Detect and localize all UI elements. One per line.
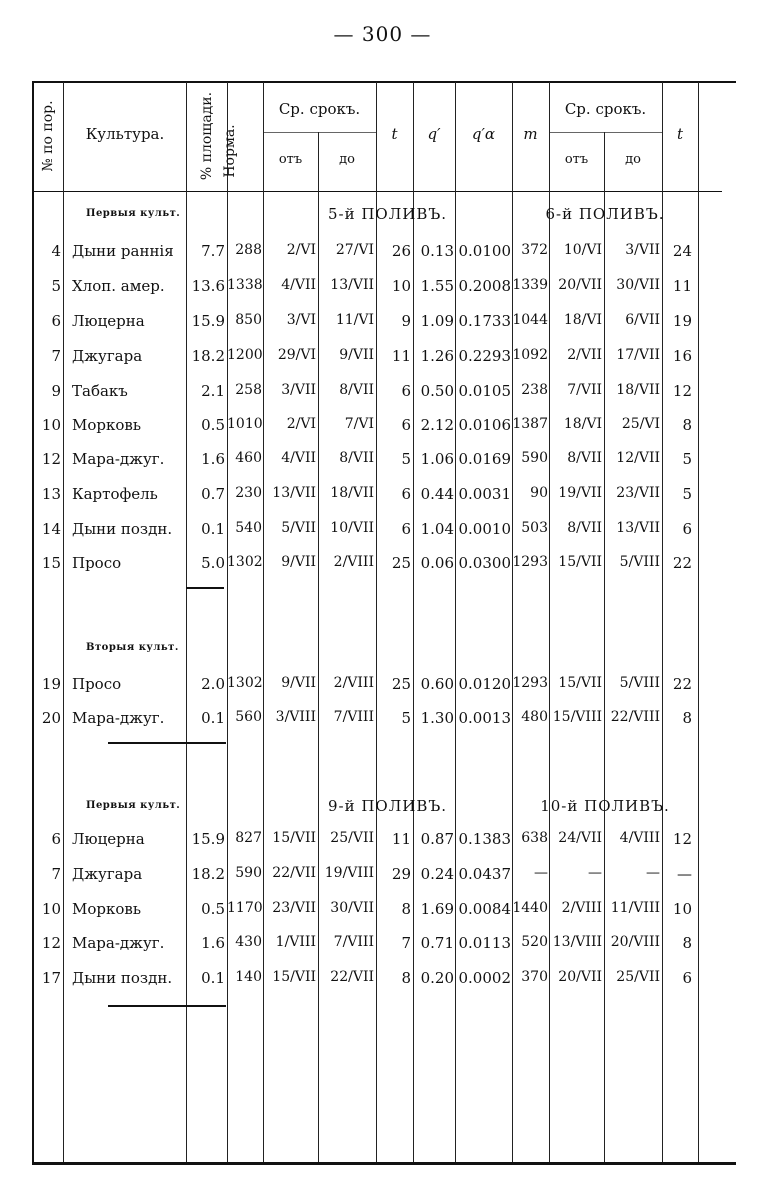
cell-do2: 20/VIII bbox=[610, 934, 660, 950]
cell-do2: 3/VII bbox=[625, 242, 660, 258]
cell-no: 10 bbox=[41, 900, 61, 918]
cell-t: 6 bbox=[401, 520, 411, 538]
col-line bbox=[63, 82, 64, 1162]
header-ot: отъ bbox=[278, 152, 303, 167]
cell-name: Мара-джуг. bbox=[72, 450, 165, 468]
cell-norm: 590 bbox=[235, 865, 262, 881]
cell-do: 27/VI bbox=[335, 242, 374, 258]
cell-ot: 23/VII bbox=[272, 900, 316, 916]
cell-m: 590 bbox=[521, 450, 548, 466]
cell-t: 11 bbox=[391, 347, 411, 365]
cell-no: 12 bbox=[41, 450, 61, 468]
cell-ot: 29/VI bbox=[277, 347, 316, 363]
cell-t: 6 bbox=[401, 382, 411, 400]
cell-ot: 4/VII bbox=[281, 277, 316, 293]
cell-qa: 0.0002 bbox=[458, 969, 511, 987]
header-sr-srok: Ср. срокъ. bbox=[278, 100, 361, 118]
cell-area: 15.9 bbox=[191, 830, 225, 848]
cell-norm: 430 bbox=[235, 934, 262, 950]
cell-t2: — bbox=[677, 865, 692, 883]
cell-q: 1.69 bbox=[420, 900, 454, 918]
header-area: % площади. bbox=[199, 91, 215, 181]
cell-m: 1440 bbox=[512, 900, 548, 916]
table-top-rule bbox=[32, 81, 736, 83]
cell-ot: 13/VII bbox=[272, 485, 316, 501]
cell-no: 10 bbox=[41, 416, 61, 434]
cell-ot2: 10/VI bbox=[563, 242, 602, 258]
cell-q: 1.09 bbox=[420, 312, 454, 330]
cell-ot: 3/VII bbox=[281, 382, 316, 398]
cell-no: 7 bbox=[51, 347, 61, 365]
cell-name: Люцерна bbox=[72, 312, 145, 330]
cell-t: 9 bbox=[401, 312, 411, 330]
cell-t: 6 bbox=[401, 485, 411, 503]
cell-ot: 4/VII bbox=[281, 450, 316, 466]
cell-area: 7.7 bbox=[201, 242, 225, 260]
cell-qa: 0.0084 bbox=[458, 900, 511, 918]
cell-ot: 1/VIII bbox=[275, 934, 316, 950]
header-culture: Культура. bbox=[85, 125, 165, 143]
cell-t: 26 bbox=[391, 242, 411, 260]
cell-do: 7/VI bbox=[344, 416, 374, 432]
cell-m: 1387 bbox=[512, 416, 548, 432]
cell-area: 0.1 bbox=[201, 709, 225, 727]
cell-do2: 25/VI bbox=[621, 416, 660, 432]
section-end-rule bbox=[108, 742, 226, 744]
cell-norm: 1010 bbox=[227, 416, 263, 432]
cell-do: 2/VIII bbox=[333, 554, 374, 570]
cell-ot2: 24/VII bbox=[558, 830, 602, 846]
cell-qa: 0.0031 bbox=[458, 485, 511, 503]
cell-do2: 23/VII bbox=[616, 485, 660, 501]
cell-m: 370 bbox=[521, 969, 548, 985]
cell-t: 11 bbox=[391, 830, 411, 848]
cell-do: 19/VIII bbox=[324, 865, 374, 881]
cell-area: 0.1 bbox=[201, 520, 225, 538]
cell-norm: 1338 bbox=[227, 277, 263, 293]
cell-ot2: 15/VII bbox=[558, 675, 602, 691]
cell-name: Дыни поздн. bbox=[72, 520, 173, 538]
cell-do: 30/VII bbox=[330, 900, 374, 916]
cell-norm: 540 bbox=[235, 520, 262, 536]
cell-no: 14 bbox=[41, 520, 61, 538]
cell-t2: 5 bbox=[682, 450, 692, 468]
cell-ot: 3/VI bbox=[286, 312, 316, 328]
cell-t: 7 bbox=[401, 934, 411, 952]
page-number: — 300 — bbox=[333, 22, 432, 46]
cell-ot2: 19/VII bbox=[558, 485, 602, 501]
cell-ot: 3/VIII bbox=[275, 709, 316, 725]
cell-norm: 288 bbox=[235, 242, 262, 258]
cell-area: 1.6 bbox=[201, 934, 225, 952]
cell-name: Дыни раннія bbox=[72, 242, 174, 260]
cell-q: 0.20 bbox=[420, 969, 454, 987]
cell-area: 0.5 bbox=[201, 900, 225, 918]
section-end-rule bbox=[108, 1005, 226, 1007]
cell-t2: 6 bbox=[682, 969, 692, 987]
cell-ot2: 15/VII bbox=[558, 554, 602, 570]
cell-t2: 11 bbox=[672, 277, 692, 295]
cell-ot2: 20/VII bbox=[558, 277, 602, 293]
cell-area: 0.5 bbox=[201, 416, 225, 434]
cell-ot: 15/VII bbox=[272, 969, 316, 985]
cell-area: 5.0 bbox=[201, 554, 225, 572]
cell-t2: 8 bbox=[682, 416, 692, 434]
cell-do: 7/VIII bbox=[333, 709, 374, 725]
cell-name: Морковь bbox=[72, 416, 142, 434]
cell-qa: 0.0120 bbox=[458, 675, 511, 693]
header-bottom-rule bbox=[32, 191, 722, 192]
cell-norm: 1170 bbox=[227, 900, 263, 916]
cell-q: 0.87 bbox=[420, 830, 454, 848]
cell-ot: 5/VII bbox=[281, 520, 316, 536]
header-q: q′ bbox=[427, 125, 441, 143]
header-sr-srok-2: Ср. срокъ. bbox=[564, 100, 647, 118]
cell-area: 0.7 bbox=[201, 485, 225, 503]
header-do: до bbox=[339, 152, 355, 167]
cell-t: 25 bbox=[391, 554, 411, 572]
cell-q: 1.55 bbox=[420, 277, 454, 295]
cell-norm: 140 bbox=[235, 969, 262, 985]
cell-do2: 12/VII bbox=[616, 450, 660, 466]
cell-norm: 827 bbox=[235, 830, 262, 846]
cell-norm: 850 bbox=[235, 312, 262, 328]
table-bottom-rule bbox=[32, 1162, 736, 1165]
cell-q: 1.06 bbox=[420, 450, 454, 468]
cell-name: Дыни поздн. bbox=[72, 969, 173, 987]
cell-area: 13.6 bbox=[191, 277, 225, 295]
cell-t: 10 bbox=[391, 277, 411, 295]
cell-ot: 2/VI bbox=[286, 242, 316, 258]
cell-ot2: 7/VII bbox=[567, 382, 602, 398]
cell-name: Мара-джуг. bbox=[72, 934, 165, 952]
cell-m: 638 bbox=[521, 830, 548, 846]
header-t-2: t bbox=[676, 125, 684, 143]
cell-qa: 0.0013 bbox=[458, 709, 511, 727]
section-end-rule bbox=[186, 587, 224, 589]
cell-no: 19 bbox=[41, 675, 61, 693]
cell-name: Люцерна bbox=[72, 830, 145, 848]
cell-no: 17 bbox=[41, 969, 61, 987]
cell-t2: 5 bbox=[682, 485, 692, 503]
section-label: Первыя культ. bbox=[86, 208, 181, 219]
cell-qa: 0.2293 bbox=[458, 347, 511, 365]
cell-do: 22/VII bbox=[330, 969, 374, 985]
cell-q: 1.30 bbox=[420, 709, 454, 727]
cell-q: 1.04 bbox=[420, 520, 454, 538]
cell-name: Мара-джуг. bbox=[72, 709, 165, 727]
cell-ot: 22/VII bbox=[272, 865, 316, 881]
cell-m: 480 bbox=[521, 709, 548, 725]
cell-do: 13/VII bbox=[330, 277, 374, 293]
cell-qa: 0.0300 bbox=[458, 554, 511, 572]
cell-q: 0.71 bbox=[420, 934, 454, 952]
cell-t2: 6 bbox=[682, 520, 692, 538]
cell-t2: 8 bbox=[682, 709, 692, 727]
cell-ot2: 8/VII bbox=[567, 520, 602, 536]
cell-no: 13 bbox=[41, 485, 61, 503]
cell-do2: 25/VII bbox=[616, 969, 660, 985]
cell-area: 1.6 bbox=[201, 450, 225, 468]
cell-do: 18/VII bbox=[330, 485, 374, 501]
cell-do2: 5/VIII bbox=[619, 675, 660, 691]
cell-name: Морковь bbox=[72, 900, 142, 918]
cell-norm: 560 bbox=[235, 709, 262, 725]
cell-m: 1293 bbox=[512, 554, 548, 570]
cell-t2: 19 bbox=[672, 312, 692, 330]
cell-t2: 8 bbox=[682, 934, 692, 952]
header-ot-2: отъ bbox=[564, 152, 589, 167]
cell-t: 5 bbox=[401, 450, 411, 468]
cell-area: 0.1 bbox=[201, 969, 225, 987]
cell-q: 0.44 bbox=[420, 485, 454, 503]
cell-do2: 6/VII bbox=[625, 312, 660, 328]
cell-norm: 1302 bbox=[227, 675, 263, 691]
cell-t2: 12 bbox=[672, 830, 692, 848]
cell-area: 15.9 bbox=[191, 312, 225, 330]
cell-name: Джугара bbox=[72, 865, 143, 883]
cell-t: 5 bbox=[401, 709, 411, 727]
cell-do2: 13/VII bbox=[616, 520, 660, 536]
cell-q: 2.12 bbox=[420, 416, 454, 434]
cell-ot: 9/VII bbox=[281, 554, 316, 570]
cell-ot2: 13/VIII bbox=[552, 934, 602, 950]
cell-no: 6 bbox=[51, 830, 61, 848]
cell-do2: 5/VIII bbox=[619, 554, 660, 570]
cell-no: 7 bbox=[51, 865, 61, 883]
cell-norm: 258 bbox=[235, 382, 262, 398]
cell-area: 18.2 bbox=[191, 347, 225, 365]
cell-do: 10/VII bbox=[330, 520, 374, 536]
cell-do: 8/VII bbox=[339, 450, 374, 466]
cell-do2: 11/VIII bbox=[610, 900, 660, 916]
cell-ot2: 15/VIII bbox=[552, 709, 602, 725]
cell-no: 6 bbox=[51, 312, 61, 330]
cell-m: 1092 bbox=[512, 347, 548, 363]
header-t: t bbox=[391, 125, 398, 143]
poliv-label: 9-й ПОЛИВЪ. bbox=[327, 797, 448, 815]
cell-ot2: 18/VI bbox=[563, 416, 602, 432]
cell-do2: 17/VII bbox=[616, 347, 660, 363]
cell-qa: 0.0105 bbox=[458, 382, 511, 400]
cell-ot2: 20/VII bbox=[558, 969, 602, 985]
cell-m: 238 bbox=[521, 382, 548, 398]
cell-t2: 12 bbox=[672, 382, 692, 400]
cell-do2: 4/VIII bbox=[619, 830, 660, 846]
cell-do: 11/VI bbox=[335, 312, 374, 328]
header-no: № по пор. bbox=[40, 100, 56, 172]
cell-do: 7/VIII bbox=[333, 934, 374, 950]
cell-q: 0.60 bbox=[420, 675, 454, 693]
cell-norm: 1200 bbox=[227, 347, 263, 363]
cell-t: 8 bbox=[401, 900, 411, 918]
cell-no: 12 bbox=[41, 934, 61, 952]
cell-do: 25/VII bbox=[330, 830, 374, 846]
cell-name: Просо bbox=[72, 554, 122, 572]
cell-qa: 0.2008 bbox=[458, 277, 511, 295]
cell-no: 5 bbox=[51, 277, 61, 295]
srok-split-rule bbox=[263, 132, 376, 133]
cell-ot2: 8/VII bbox=[567, 450, 602, 466]
cell-m: 503 bbox=[521, 520, 548, 536]
cell-qa: 0.0113 bbox=[458, 934, 511, 952]
cell-ot: 2/VI bbox=[286, 416, 316, 432]
cell-name: Хлоп. амер. bbox=[72, 277, 165, 295]
cell-m: 1044 bbox=[512, 312, 548, 328]
cell-do2: — bbox=[646, 865, 660, 881]
cell-t: 25 bbox=[391, 675, 411, 693]
poliv-label: 5-й ПОЛИВЪ. bbox=[327, 205, 448, 223]
cell-m: 90 bbox=[530, 485, 548, 501]
cell-no: 4 bbox=[51, 242, 61, 260]
cell-no: 15 bbox=[41, 554, 61, 572]
cell-qa: 0.0100 bbox=[458, 242, 511, 260]
cell-do: 2/VIII bbox=[333, 675, 374, 691]
cell-t2: 22 bbox=[672, 675, 692, 693]
cell-t2: 22 bbox=[672, 554, 692, 572]
cell-ot: 9/VII bbox=[281, 675, 316, 691]
section-label: Вторыя культ. bbox=[86, 642, 179, 653]
cell-q: 0.13 bbox=[420, 242, 454, 260]
header-m: m bbox=[523, 125, 538, 143]
cell-m: 372 bbox=[521, 242, 548, 258]
cell-t2: 10 bbox=[672, 900, 692, 918]
cell-qa: 0.0437 bbox=[458, 865, 511, 883]
cell-ot2: 2/VIII bbox=[561, 900, 602, 916]
poliv-label: 6-й ПОЛИВЪ. bbox=[545, 205, 665, 223]
cell-t: 29 bbox=[391, 865, 411, 883]
cell-t2: 24 bbox=[672, 242, 692, 260]
section-label: Первыя культ. bbox=[86, 800, 181, 811]
cell-name: Просо bbox=[72, 675, 122, 693]
cell-no: 9 bbox=[51, 382, 61, 400]
cell-name: Джугара bbox=[72, 347, 143, 365]
cell-q: 1.26 bbox=[420, 347, 454, 365]
cell-do2: 22/VIII bbox=[610, 709, 660, 725]
cell-name: Табакъ bbox=[72, 382, 128, 400]
cell-area: 18.2 bbox=[191, 865, 225, 883]
cell-qa: 0.0010 bbox=[458, 520, 511, 538]
header-norma: Норма. bbox=[222, 124, 238, 178]
cell-t: 8 bbox=[401, 969, 411, 987]
cell-do: 8/VII bbox=[339, 382, 374, 398]
cell-m: 1293 bbox=[512, 675, 548, 691]
cell-qa: 0.0106 bbox=[458, 416, 511, 434]
cell-m: — bbox=[534, 865, 548, 881]
cell-area: 2.1 bbox=[201, 382, 225, 400]
cell-do2: 30/VII bbox=[616, 277, 660, 293]
cell-qa: 0.1733 bbox=[458, 312, 511, 330]
cell-qa: 0.0169 bbox=[458, 450, 511, 468]
cell-t2: 16 bbox=[672, 347, 692, 365]
cell-m: 1339 bbox=[512, 277, 548, 293]
cell-m: 520 bbox=[521, 934, 548, 950]
cell-no: 20 bbox=[41, 709, 61, 727]
poliv-label: 10-й ПОЛИВЪ. bbox=[540, 797, 670, 815]
cell-name: Картофель bbox=[72, 485, 158, 503]
cell-q: 0.24 bbox=[420, 865, 454, 883]
srok2-split-rule bbox=[549, 132, 662, 133]
cell-ot2: — bbox=[588, 865, 602, 881]
cell-q: 0.06 bbox=[420, 554, 454, 572]
table-right-border bbox=[698, 82, 699, 1162]
cell-norm: 230 bbox=[235, 485, 262, 501]
cell-do: 9/VII bbox=[339, 347, 374, 363]
cell-ot2: 2/VII bbox=[567, 347, 602, 363]
cell-norm: 460 bbox=[235, 450, 262, 466]
cell-ot: 15/VII bbox=[272, 830, 316, 846]
cell-t: 6 bbox=[401, 416, 411, 434]
cell-qa: 0.1383 bbox=[458, 830, 511, 848]
cell-area: 2.0 bbox=[201, 675, 225, 693]
header-qa: q′α bbox=[471, 125, 496, 143]
header-do-2: до bbox=[625, 152, 641, 167]
cell-ot2: 18/VI bbox=[563, 312, 602, 328]
cell-q: 0.50 bbox=[420, 382, 454, 400]
cell-do2: 18/VII bbox=[616, 382, 660, 398]
cell-norm: 1302 bbox=[227, 554, 263, 570]
